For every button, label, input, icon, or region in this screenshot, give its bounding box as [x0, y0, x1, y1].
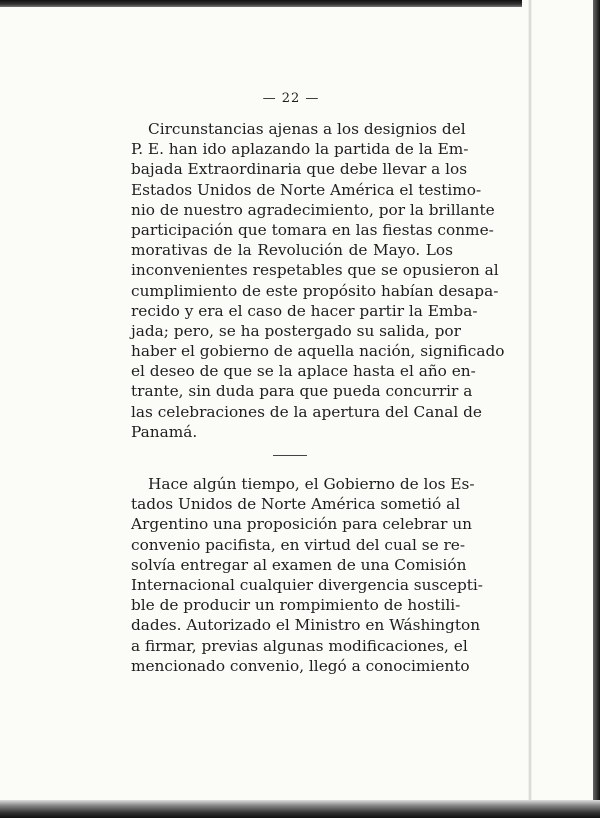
- text-line: Panamá.: [131, 422, 198, 441]
- text-line: las celebraciones de la apertura del Canal de: [131, 402, 482, 421]
- text-line: solvía entregar al examen de una Comisión: [131, 555, 467, 574]
- text-line: cumplimiento de este propósito habían desapa-: [131, 281, 499, 300]
- page-right-shadow: [593, 0, 600, 818]
- page-binding-edge: [522, 0, 600, 818]
- text-line: Circunstancias ajenas a los designios del: [148, 120, 466, 138]
- text-line: inconvenientes respetables que se opusieron al: [131, 261, 499, 280]
- page-top-edge: [0, 0, 600, 7]
- text-line: Estados Unidos de Norte América el testimo-: [131, 180, 482, 199]
- page-bottom-edge: [0, 800, 600, 818]
- page-number: — 22 —: [262, 91, 320, 106]
- text-line: a firmar, previas algunas modificaciones, el: [131, 636, 468, 655]
- text-line: tados Unidos de Norte América sometió al: [131, 495, 461, 514]
- text-line: Internacional cualquier divergencia suscepti-: [131, 575, 483, 594]
- text-line: P. E. han ido aplazando la partida de la Em-: [131, 140, 469, 159]
- text-line: dades. Autorizado el Ministro en Wáshington: [131, 616, 481, 635]
- text-line: convenio pacifista, en virtud del cual se re-: [131, 535, 466, 554]
- text-line: mencionado convenio, llegó a conocimiento: [131, 656, 470, 675]
- text-line: trante, sin duda para que pueda concurrir a: [131, 382, 473, 401]
- paragraph-1: [131, 119, 505, 442]
- text-line: ble de producir un rompimiento de hostili-: [131, 596, 461, 615]
- text-line: jada; pero, se ha postergado su salida, por: [131, 321, 461, 340]
- paragraph-2: [131, 474, 483, 676]
- text-line: el deseo de que se la aplace hasta el año en-: [131, 362, 476, 381]
- text-line: bajada Extraordinaria que debe llevar a los: [131, 160, 468, 179]
- text-line: Hace algún tiempo, el Gobierno de los Es-: [148, 475, 475, 493]
- text-line: Argentino una proposición para celebrar un: [131, 515, 473, 534]
- text-line: nio de nuestro agradecimiento, por la brillante: [131, 200, 495, 219]
- text-line: recido y era el caso de hacer partir la Emba-: [131, 301, 478, 320]
- text-line: morativas de la Revolución de Mayo. Los: [131, 241, 453, 260]
- text-line: haber el gobierno de aquella nación, significado: [131, 342, 505, 361]
- section-separator: [273, 455, 307, 456]
- text-line: participación que tomara en las fiestas conme-: [131, 220, 494, 239]
